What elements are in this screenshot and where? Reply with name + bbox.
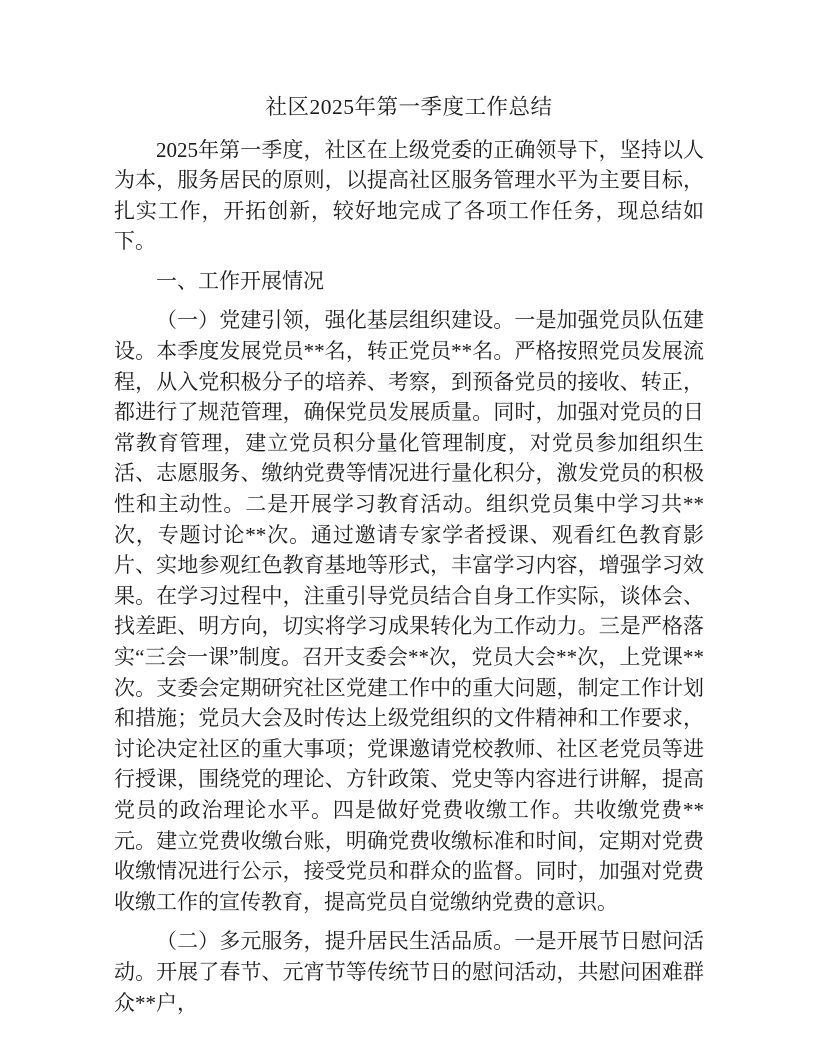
section-1-paragraph-1: （一）党建引领，强化基层组织建设。一是加强党员队伍建设。本季度发展党员**名，转正党员**名。严格按照党员发展流程，从入党积极分子的培养、考察，到预备党员的接收、转正，都进行了规范管理，确保党员发展质量。同时，加强对党员的日常教育管理，建立党员积分量化管理制度，对党员参加组织生活、志愿服务、缴纳党费等情况进行量化积分，激发党员的积极性和主动性。二是开展学习教育活动。组织党员集中学习共**次，专题讨论**次。通过邀请专家学者授课、观看红色教育影片、实地参观红色教育基地等形式，丰富学习内容，增强学习效果。在学习过程中，注重引导党员结合自身工作实际，谈体会、找差距、明方向，切实将学习成果转化为工作动力。三是严格落实“三会一课”制度。召开支委会**次，党员大会**次，上党课**次。支委会定期研究社区党建工作中的重大问题，制定工作计划和措施；党员大会及时传达上级党组织的文件精神和工作要求，讨论决定社区的重大事项；党课邀请党校教师、社区老党员等进行授课，围绕党的理论、方针政策、党史等内容进行讲解，提高党员的政治理论水平。四是做好党费收缴工作。共收缴党费**元。建立党费收缴台账，明确党费收缴标准和时间，定期对党费收缴情况进行公示，接受党员和群众的监督。同时，加强对党费收缴工作的宣传教育，提高党员自觉缴纳党费的意识。 bbox=[114, 308, 704, 914]
section-1-heading: 一、工作开展情况 bbox=[156, 268, 324, 293]
intro-paragraph: 2025年第一季度，社区在上级党委的正确领导下，坚持以人为本，服务居民的原则，以提高社区服务管理水平为主要目标，扎实工作，开拓创新，较好地完成了各项工作任务，现总结如下。 bbox=[114, 137, 704, 254]
section-1-paragraph-2: （二）多元服务，提升居民生活品质。一是开展节日慰问活动。开展了春节、元宵节等传统节日的慰问活动，共慰问困难群众**户， bbox=[114, 929, 704, 1015]
document-title: 社区2025年第一季度工作总结 bbox=[265, 95, 553, 119]
